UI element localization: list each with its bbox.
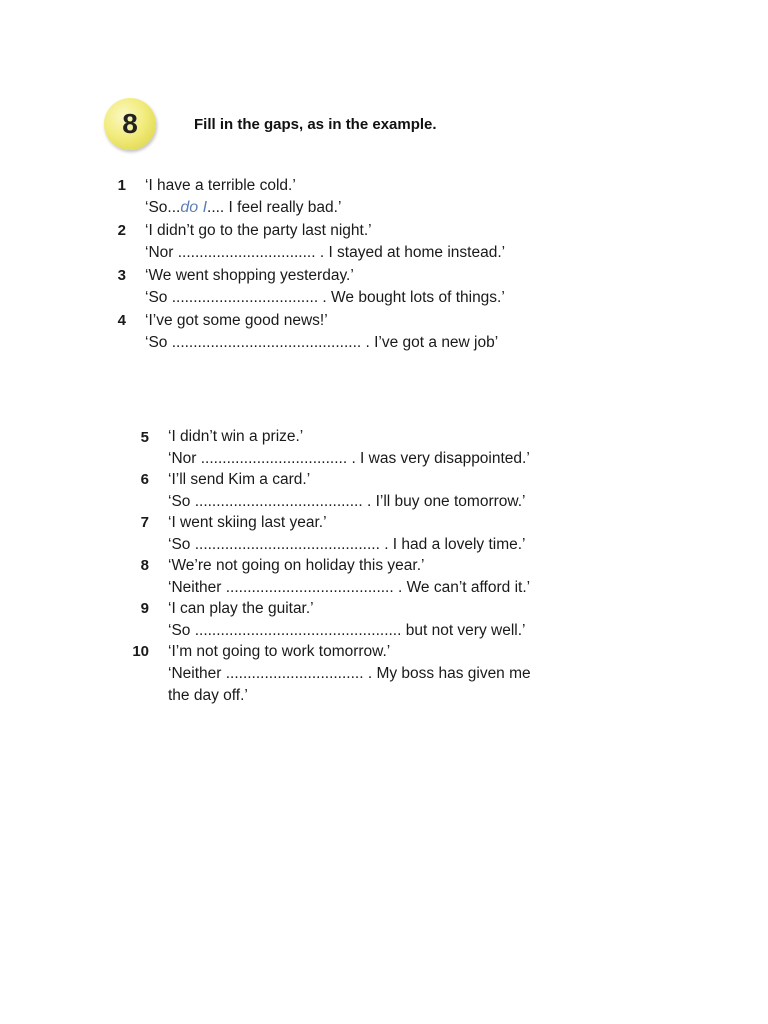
item-prompt: ‘I can play the guitar.’ bbox=[168, 600, 314, 617]
item-reply[interactable]: ‘So ....................................... . I’ll buy one tomorrow.’ bbox=[168, 493, 526, 510]
item-reply[interactable]: ‘Nor .................................. . I was very disappointed.’ bbox=[168, 450, 530, 467]
item-number: 5 bbox=[140, 429, 149, 446]
item-prompt: ‘I have a terrible cold.’ bbox=[145, 177, 296, 194]
item-reply[interactable]: ‘So .................................. . We bought lots of things.’ bbox=[145, 289, 505, 306]
item-prompt: ‘I didn’t go to the party last night.’ bbox=[145, 222, 372, 239]
item-number: 1 bbox=[117, 177, 126, 194]
exercise-instruction: Fill in the gaps, as in the example. bbox=[194, 116, 437, 133]
item-number: 6 bbox=[140, 471, 149, 488]
item-number: 2 bbox=[117, 222, 126, 239]
item-number: 9 bbox=[140, 600, 149, 617]
item-prompt: ‘I’ve got some good news!’ bbox=[145, 312, 328, 329]
item-reply[interactable]: ‘So ............................................ . I’ve got a new job’ bbox=[145, 334, 499, 351]
item-number: 3 bbox=[117, 267, 126, 284]
exercise-number-badge bbox=[104, 98, 156, 150]
item-number: 10 bbox=[132, 643, 149, 660]
item-number: 8 bbox=[140, 557, 149, 574]
item-reply[interactable]: ‘So ........................................... . I had a lovely time.’ bbox=[168, 536, 526, 553]
item-number: 7 bbox=[140, 514, 149, 531]
item-reply-continuation: the day off.’ bbox=[168, 687, 248, 704]
item-prompt: ‘I’ll send Kim a card.’ bbox=[168, 471, 311, 488]
exercise-number: 8 bbox=[104, 98, 156, 150]
item-reply[interactable]: ‘Neither ....................................... . We can’t afford it.’ bbox=[168, 579, 531, 596]
item-reply[interactable]: ‘Neither ................................ . My boss has given me bbox=[168, 665, 531, 682]
item-reply[interactable]: ‘Nor ................................ . I stayed at home instead.’ bbox=[145, 244, 506, 261]
item-reply: ‘So...do I.... I feel really bad.’ bbox=[145, 199, 342, 216]
item-reply[interactable]: ‘So ................................................ but not very well.’ bbox=[168, 622, 526, 639]
item-prompt: ‘We went shopping yesterday.’ bbox=[145, 267, 354, 284]
item-number: 4 bbox=[117, 312, 126, 329]
item-prompt: ‘We’re not going on holiday this year.’ bbox=[168, 557, 425, 574]
item-prompt: ‘I went skiing last year.’ bbox=[168, 514, 327, 531]
item-prompt: ‘I’m not going to work tomorrow.’ bbox=[168, 643, 391, 660]
example-answer: do I bbox=[180, 199, 208, 216]
item-prompt: ‘I didn’t win a prize.’ bbox=[168, 428, 304, 445]
